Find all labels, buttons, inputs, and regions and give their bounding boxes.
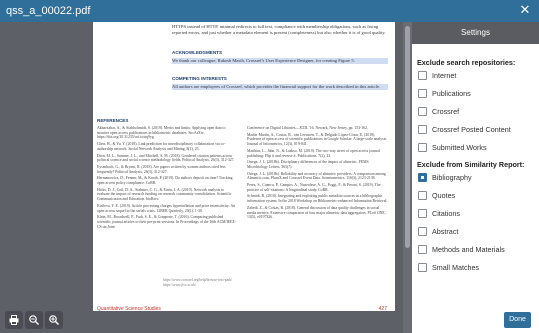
checkbox-box[interactable] [418,71,427,80]
reference-item: Perez, S., Cuenca, P., Campos, A., Nuzzolese, A. G., Poggi, F., & Peroni, S. (2019). The practice of self-citations: A longitudinal study. CoRR. [247,183,381,192]
exclude-repositories-title: Exclude search repositories: [417,58,516,67]
checkbox-label: Small Matches [432,263,480,272]
title-bar [0,0,539,22]
reference-item: Akbaritabar, A., & Stahlschmidt, S. (2019). Merits and limits: Applying open data to monitor open access publications in bibliometric databases. SocArXiv. https://doi.org/10.31235/osf.io/nq9yg [97,126,226,140]
print-button[interactable] [5,311,23,329]
reference-item: Hicks, D. J., Coil, D. A., Stahmer, C. G., & Eisen, J. A. (2019). Network analysis to evaluate the impact of research funding on research community consolidation. Scientific Communication and Education. bioRxiv. [97,187,232,202]
zoom-out-button[interactable] [25,311,43,329]
viewer-scroll-thumb[interactable] [405,26,410,248]
exclude-report-title: Exclude from Similarity Report: [417,160,525,169]
reference-item: Schmidt, B. (2018). Integrating and exploiting public metadata sources in a bibliographic information system. In the 2018 Workshop on Bibliometric-enhanced Information Retrieval. [247,194,388,204]
reference-item: Ortega, J. L. (2018b). Disciplinary differences of the impact of altmetric. FEMS Microbiology Letters, 365(7). [247,160,369,169]
reference-item: Matthias, L., Jahn, N., & Laakso, M. (2019). The two-way street of open access journal publishing: Flip it and reverse it. Publications, 7(2), 23. [247,148,380,158]
zoom-in-button[interactable] [45,311,63,329]
checkbox-box[interactable] [418,209,427,218]
acknowledgments-heading: ACKNOWLEDGMENTS [172,50,223,55]
footnote-item: https://www.jisc.ac.uk/ [163,283,197,287]
references-heading: REFERENCES [97,118,129,123]
acknowledgments-text: We thank our colleague, Rakesh Masih, Crossref's User Experience Designer, for creating Figure 5. [172,58,388,64]
checkbox-small-matches[interactable] [418,262,538,274]
pdf-page [93,22,395,311]
competing-interests-text: All authors are employees of Crossref, which provides the financial support for the work described in this article. [172,84,388,90]
checkbox-internet[interactable] [418,70,538,82]
checkbox-box[interactable] [418,107,427,116]
checkbox-box-checked[interactable] [418,173,427,182]
checkbox-submitted-works[interactable] [418,142,538,154]
journal-name: Quantitative Science Studies [97,306,161,311]
close-icon[interactable]: ✕ [519,2,531,17]
references-right-column [247,126,389,222]
checkbox-bibliography[interactable] [418,172,538,184]
checkbox-quotes[interactable] [418,190,538,202]
checkbox-label: Citations [432,209,460,218]
reference-item: Martín-Martín, A., Costas, R., van Leeuwen, T., & Delgado López-Cózar, E. (2018). Evidence of open access of scientific publications in Google Scholar: A large-scale analysis. Journal of Informetrics, 12(3), 819-841. [247,132,388,147]
checkbox-label: Abstract [432,227,459,236]
done-button[interactable]: Done [504,312,531,328]
page-number: 427 [378,306,387,311]
checkbox-box[interactable] [418,125,427,134]
checkbox-methods-and-materials[interactable] [418,244,538,256]
zoom-in-icon [49,315,59,325]
reference-item: Zahedi, Z., & Costas, R. (2018). General discussion of data quality challenges in social media metrics: Extensive comparison of four major altmetric data aggregators. PLoS ONE, 13(5), e0197326. [247,205,386,220]
settings-panel [412,22,539,333]
checkbox-box[interactable] [418,89,427,98]
competing-interests-heading: COMPETING INTERESTS [172,76,227,81]
printer-icon [9,315,19,325]
reference-item: Kirilova, Y. E. (2019). Article processing charges hyperinflation and price insensitivity: An open access sequel to the serials crisis. LIBER Quarterly, 29(1), 1-30. [97,203,236,213]
checkbox-label: Publications [432,89,471,98]
checkbox-label: Quotes [432,191,456,200]
reference-item: Dion, M. L., Sumner, J. L., and Mitchell, S. M. (2018). Gendered citation patterns across political science and social science methodology fields. Political Analysis, 26(3), 312-327. [97,153,235,163]
reference-item: Chen, H., & Yu, Y. (2018). Link prediction for interdisciplinary collaboration via co-authorship network. Social Network Analysis and Mining, 8(1), 25. [97,142,226,151]
references-left-column [97,126,237,231]
checkbox-box[interactable] [418,245,427,254]
reference-item: Conference on Digital Libraries—JCDL '16, Newark, New Jersey, pp. 153-162. [247,126,368,130]
checkbox-label: Crossref [432,107,460,116]
checkbox-crossref-posted-content[interactable] [418,124,538,136]
checkbox-label: Methods and Materials [432,245,505,254]
pdf-viewer[interactable] [0,22,412,333]
reference-item: Eysenbach, G., & Bryant, R. (2018). Are papers written by women authors cited less frequently? Political Analysis, 26(3), 312-327. [97,164,226,174]
checkbox-abstract[interactable] [418,226,538,238]
checkbox-box[interactable] [418,191,427,200]
settings-header: Settings [412,22,539,44]
checkbox-label: Submitted Works [432,143,487,152]
reference-item: Ortega, J. L. (2018b). Reliability and accuracy of altmetric providers: A comparison among Altmetric.com, PlumX and Crossref Event Data. Scientometrics, 116(3), 2123-2138. [247,171,386,181]
footnotes [163,278,363,288]
checkbox-citations[interactable] [418,208,538,220]
reference-item: Klein, M., Broadwell, P., Farb, S. E., & Grappone, T. (2016). Comparing published scientific journal articles to their pre-print versions. In Proceedings of the 16th ACM/IEEE-CS on Joint [97,215,237,229]
footnote-item: https://www.crossref.org/help/browse-text-path/ [163,278,232,282]
page-footer [97,306,387,311]
checkbox-label: Bibliography [432,173,472,182]
checkbox-publications[interactable] [418,88,538,100]
checkbox-box[interactable] [418,227,427,236]
checkbox-box[interactable] [418,263,427,272]
zoom-out-icon [29,315,39,325]
checkbox-box[interactable] [418,143,427,152]
window-title: qss_a_00022.pdf [6,5,91,17]
top-paragraph: HTTPS instead of HTTP, minimal redirects to full text, compliance with membership obligations, such as fixing reported errors, and just whether a metadata element is present (completeness) but also whether it is of good quality. [172,24,386,35]
checkbox-label: Crossref Posted Content [432,125,511,134]
checkbox-label: Internet [432,71,457,80]
checkbox-crossref[interactable] [418,106,538,118]
reference-item: Hermanowicz, D., Fenner, M., & Knoth, P. (2019). Do authors deposit on time? Tracking open access policy compliance. CoRR. [97,176,233,186]
